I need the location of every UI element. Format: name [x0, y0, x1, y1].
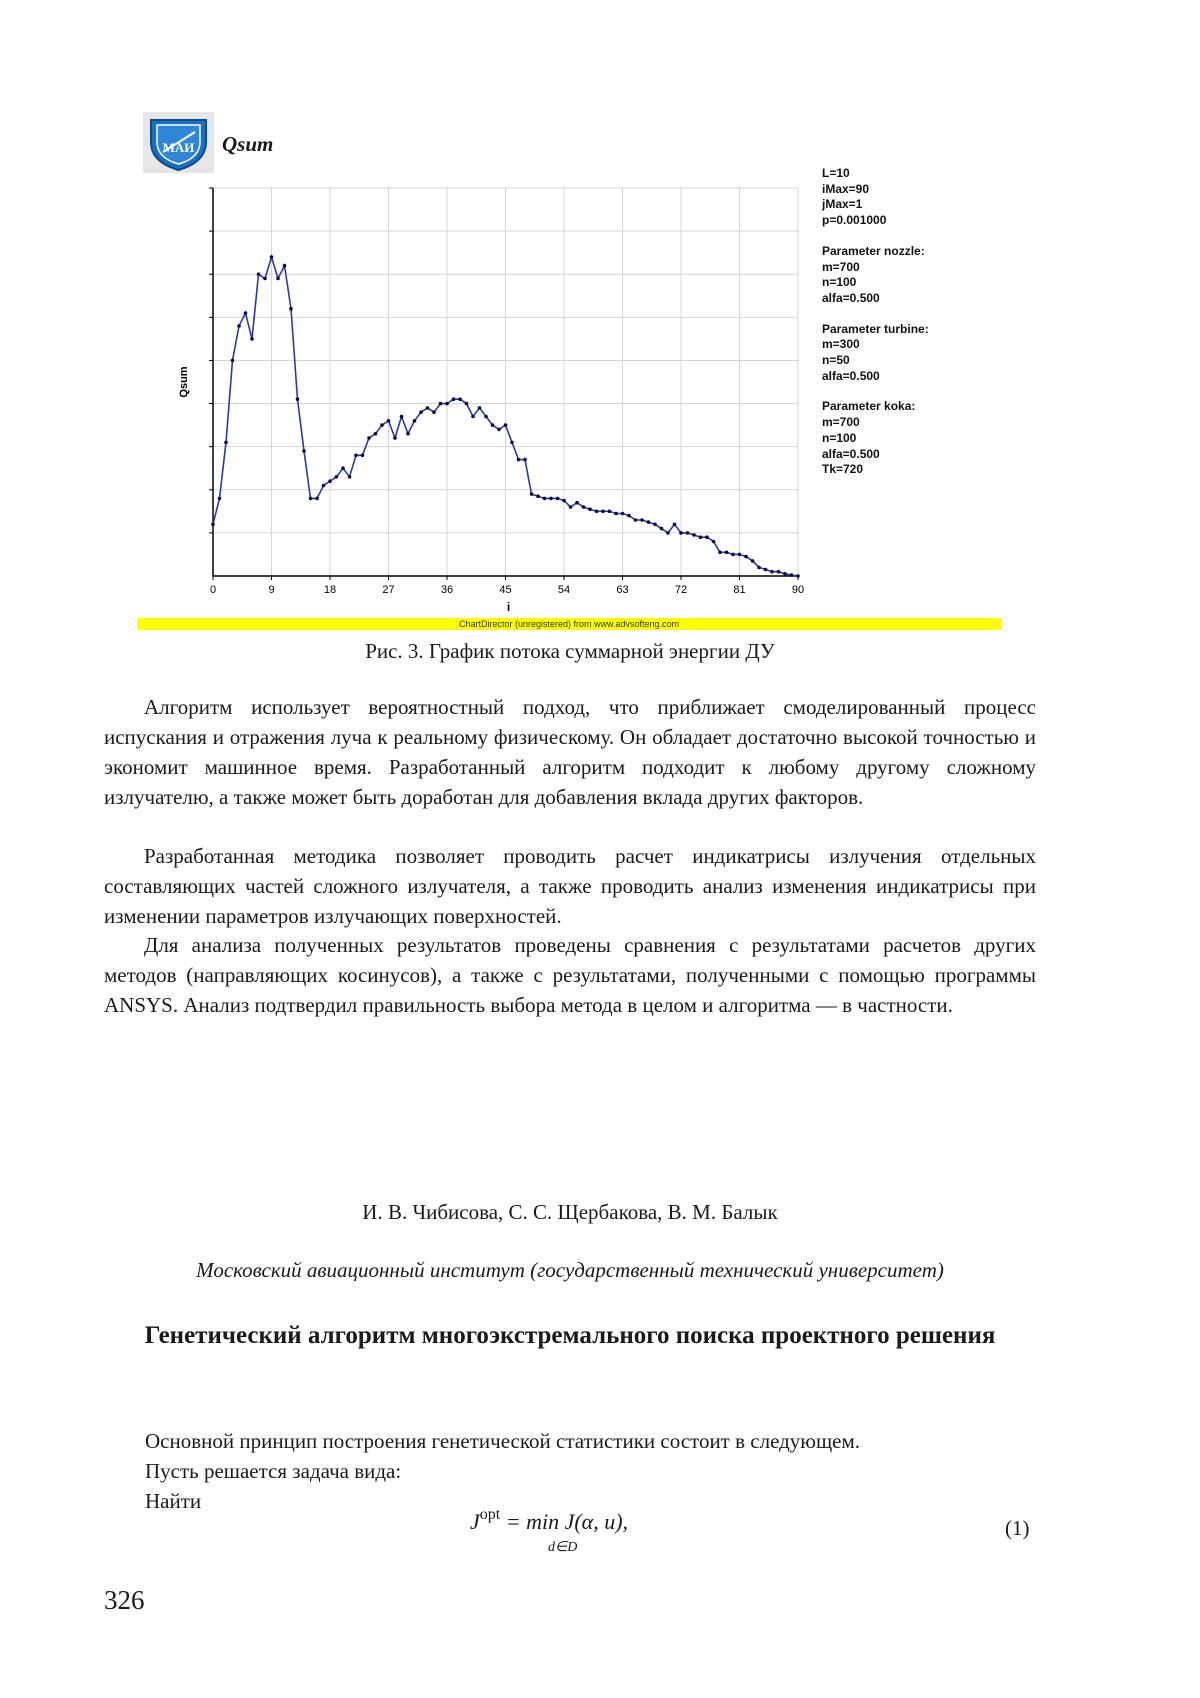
formula-rhs: = min J(α, u),	[505, 1509, 629, 1534]
data-point	[608, 510, 612, 514]
data-point	[582, 505, 586, 509]
data-point	[653, 523, 657, 527]
data-point	[406, 432, 410, 436]
data-point	[432, 410, 436, 414]
data-point	[328, 479, 332, 483]
formula-under: d∈D	[548, 1540, 578, 1555]
data-point	[621, 512, 625, 516]
data-point	[530, 492, 534, 496]
param-group	[822, 322, 929, 385]
data-point	[491, 423, 495, 427]
data-point	[419, 410, 423, 414]
data-point	[601, 510, 605, 514]
data-point	[354, 454, 358, 458]
x-tick-label: 63	[616, 584, 629, 596]
x-tick-label: 36	[440, 584, 454, 596]
data-point	[751, 559, 755, 563]
data-point	[380, 423, 384, 427]
param-group	[822, 244, 929, 307]
data-point	[374, 432, 378, 436]
data-point	[393, 436, 397, 440]
text-line-1: Основной принцип построения генетической статистики состоит в следующем.	[145, 1429, 861, 1453]
data-point	[712, 540, 716, 544]
data-point	[452, 397, 456, 401]
data-point	[270, 255, 274, 259]
x-tick-label: 27	[382, 584, 395, 596]
data-point	[263, 277, 267, 281]
data-point	[666, 531, 670, 535]
paragraph-1: Алгоритм использует вероятностный подход, что приближает смоделированный процесс испускания и отражения луча к реальному физическому. Он обладает достаточно высокой точностью и экономит машинное время. Разработанный алгоритм подходит к любому другому сложному излучателю, а также может быть доработан для добавления вклада других факторов.	[104, 695, 1036, 809]
x-tick-label: 90	[791, 584, 805, 596]
data-point	[211, 523, 215, 527]
data-point	[465, 402, 469, 406]
data-point	[445, 402, 449, 406]
article-title: Генетический алгоритм многоэкстремального поиска проектного решения	[144, 1322, 996, 1349]
data-point	[731, 553, 735, 557]
x-tick-label: 54	[557, 584, 571, 596]
x-tick-label: 18	[323, 584, 337, 596]
data-point	[588, 507, 592, 511]
paragraph-3: Для анализа полученных результатов проведены сравнения с результатами расчетов других методов (направляющих косинусов), а также с результатами, полученными с помощью программы ANSYS. Анализ подтвердил правильность выбора метода в целом и алгоритма — в частности.	[104, 933, 1036, 1017]
data-point	[497, 428, 501, 432]
x-axis-label: i	[506, 600, 511, 614]
data-point	[361, 454, 365, 458]
data-point	[322, 484, 326, 488]
param-line: n=100	[822, 430, 857, 445]
data-point	[575, 501, 579, 505]
formula-1	[470, 1506, 629, 1555]
param-line: jMax=1	[822, 197, 863, 212]
param-line: Parameter nozzle:	[822, 243, 925, 258]
data-point	[218, 497, 222, 501]
logo-text: МАИ	[162, 140, 195, 155]
param-line: Tk=720	[822, 462, 864, 477]
data-point	[231, 359, 235, 363]
data-point	[764, 568, 768, 572]
param-line: alfa=0.500	[822, 446, 880, 461]
y-axis-label: Qsum	[178, 366, 190, 398]
data-point	[257, 272, 261, 276]
param-line: m=700	[822, 259, 860, 274]
data-point	[718, 551, 722, 555]
data-point	[686, 531, 690, 535]
data-point	[237, 324, 241, 328]
data-point	[276, 277, 280, 281]
param-line: alfa=0.500	[822, 290, 880, 305]
data-point	[744, 555, 748, 559]
data-point	[660, 527, 664, 531]
data-point	[296, 397, 300, 401]
data-point	[692, 533, 696, 537]
data-point	[471, 415, 475, 419]
param-line: n=50	[822, 353, 850, 368]
data-point	[315, 497, 319, 501]
data-point	[536, 494, 540, 498]
param-group	[822, 166, 929, 229]
formula-sup: opt	[479, 1506, 501, 1523]
data-point	[569, 505, 573, 509]
data-point	[627, 514, 631, 518]
param-group	[822, 399, 929, 478]
parameters-block	[822, 166, 929, 493]
data-point	[523, 458, 527, 462]
data-point	[224, 441, 228, 445]
data-point	[244, 311, 248, 315]
data-point	[796, 574, 800, 578]
data-point	[679, 531, 683, 535]
paragraph-2: Разработанная методика позволяет проводить расчет индикатрисы излучения отдельных составляющих частей сложного излучателя, а также проводить анализ изменения индикатрисы при изменении параметров излучающих поверхностей.	[104, 844, 1036, 928]
data-point	[556, 497, 560, 501]
data-point	[770, 570, 774, 574]
param-line: Parameter koka:	[822, 399, 916, 414]
x-tick-label: 81	[733, 584, 746, 596]
formula-lhs: J	[470, 1509, 480, 1534]
data-point	[725, 551, 729, 555]
text-line-3: Найти	[145, 1489, 202, 1513]
data-point	[549, 497, 553, 501]
data-point	[699, 535, 703, 539]
authors: И. В. Чибисова, С. С. Щербакова, В. М. Балык	[362, 1200, 778, 1224]
data-point	[517, 458, 521, 462]
data-point	[478, 406, 482, 410]
x-tick-label: 9	[268, 584, 275, 596]
param-line: Parameter turbine:	[822, 321, 929, 336]
data-point	[562, 499, 566, 503]
data-point	[510, 441, 514, 445]
data-point	[777, 570, 781, 574]
data-point	[289, 307, 293, 311]
data-point	[640, 518, 644, 522]
chart-title: Qsum	[222, 132, 274, 156]
data-point	[400, 415, 404, 419]
data-point	[367, 436, 371, 440]
data-point	[413, 419, 417, 423]
chartdirector-watermark: ChartDirector (unregistered) from www.advsofteng.com	[137, 618, 1001, 630]
data-point	[790, 573, 794, 577]
data-point	[426, 406, 430, 410]
data-point	[543, 497, 547, 501]
data-point	[647, 520, 651, 524]
figure-caption: Рис. 3. График потока суммарной энергии ДУ	[365, 639, 775, 663]
equation-number: (1)	[1005, 1516, 1030, 1540]
data-point	[673, 523, 677, 527]
data-point	[387, 419, 391, 423]
data-point	[783, 572, 787, 576]
param-line: p=0.001000	[822, 213, 887, 228]
data-point	[302, 449, 306, 453]
x-tick-label: 0	[209, 584, 217, 596]
text-line-2: Пусть решается задача вида:	[145, 1459, 402, 1483]
data-point	[283, 264, 287, 268]
page-number: 326	[104, 1585, 145, 1615]
data-point	[348, 475, 352, 479]
x-tick-label: 72	[674, 584, 688, 596]
param-line: L=10	[822, 166, 850, 180]
data-point	[705, 535, 709, 539]
data-point	[738, 553, 742, 557]
qsum-chart	[0, 0, 1200, 620]
affiliation: Московский авиационный институт (государственный технический университет)	[196, 1258, 944, 1282]
data-point	[614, 512, 618, 516]
data-point	[439, 402, 443, 406]
data-point	[335, 475, 339, 479]
data-point	[595, 510, 599, 514]
data-point	[458, 397, 462, 401]
data-point	[634, 518, 638, 522]
data-point	[757, 566, 761, 570]
param-line: alfa=0.500	[822, 368, 880, 383]
param-line: m=300	[822, 337, 860, 352]
param-line: n=100	[822, 275, 857, 290]
x-tick-label: 45	[499, 584, 512, 596]
data-point	[484, 415, 488, 419]
data-point	[504, 423, 508, 427]
param-line: m=700	[822, 415, 860, 430]
data-point	[341, 466, 345, 470]
data-point	[250, 337, 254, 341]
data-point	[309, 497, 313, 501]
param-line: iMax=90	[822, 181, 870, 196]
